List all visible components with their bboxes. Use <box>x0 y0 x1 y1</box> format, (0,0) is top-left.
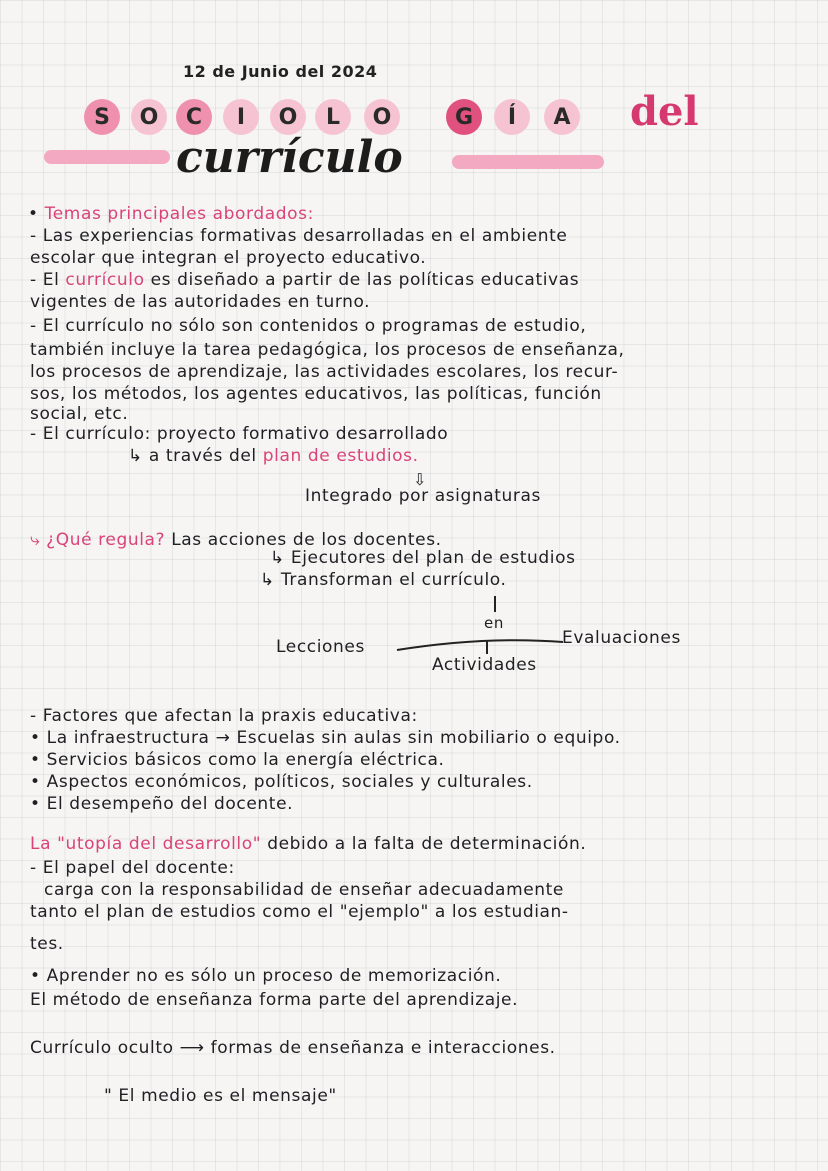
temas-line: - El currículo: proyecto formativo desarrollado <box>30 424 449 444</box>
utopia-text: carga con la responsabilidad de enseñar adecuadamente <box>44 880 564 900</box>
temas-line-part: a través del <box>148 446 257 466</box>
title-letter: L <box>315 99 351 135</box>
temas-line-part: - El <box>30 270 60 290</box>
temas-line-part: es diseñado a partir de las políticas educativas <box>150 270 580 290</box>
temas-heading: • Temas principales abordados: <box>28 204 314 224</box>
title-letter: S <box>84 99 120 135</box>
aprender-line: • Aprender no es sólo un proceso de memorización. <box>30 966 502 986</box>
aprender-line: El método de enseñanza forma parte del aprendizaje. <box>30 990 519 1010</box>
temas-line <box>30 270 579 290</box>
temas-line: - Las experiencias formativas desarrolladas en el ambiente <box>30 226 568 246</box>
integrado-text: Integrado por asignaturas <box>305 486 541 506</box>
tree-branch <box>395 628 565 658</box>
turn-arrow-icon: ↳ <box>260 570 275 590</box>
tree-lecciones: Lecciones <box>276 637 365 657</box>
utopia-line <box>30 834 586 854</box>
title-word-curriculo: currículo <box>176 132 403 183</box>
tree-evaluaciones: Evaluaciones <box>562 628 681 648</box>
title-letter: A <box>544 99 580 135</box>
temas-line: también incluye la tarea pedagógica, los procesos de enseñanza, <box>30 340 625 360</box>
turn-arrow-icon: ↳ <box>270 548 285 568</box>
tree-connector <box>494 596 496 612</box>
quote-text: " El medio es el mensaje" <box>104 1086 337 1106</box>
title-letter: G <box>446 99 482 135</box>
arrow-right-icon: → <box>215 728 231 748</box>
oculto-line <box>30 1038 556 1058</box>
title-word-del: del <box>630 88 699 135</box>
temas-line: sos, los métodos, los agentes educativos, las políticas, función <box>30 384 602 404</box>
temas-line: social, etc. <box>30 404 129 424</box>
factores-item: • El desempeño del docente. <box>30 794 294 814</box>
regula-answer: Las acciones de los docentes. <box>171 530 442 550</box>
temas-heading-text: Temas principales abordados: <box>44 204 314 224</box>
temas-line: los procesos de aprendizaje, las actividades escolares, los recur- <box>30 362 619 382</box>
regula-line <box>30 530 442 550</box>
utopia-rest: debido a la falta de determinación. <box>267 834 587 854</box>
regula-sub-text: Transforman el currículo. <box>280 570 507 590</box>
temas-line: vigentes de las autoridades en turno. <box>30 292 371 312</box>
tree-en-label: en <box>484 614 504 632</box>
factores-item <box>30 728 621 748</box>
title-letter: O <box>131 99 167 135</box>
utopia-text: tanto el plan de estudios como el "ejemplo" a los estudian- <box>30 902 569 922</box>
title-letter: O <box>270 99 306 135</box>
temas-line: - El currículo no sólo son contenidos o programas de estudio, <box>30 316 587 336</box>
turn-arrow-icon: ↳ <box>128 446 143 466</box>
wavy-arrow-icon: ⤷ <box>30 530 41 550</box>
factores-item: • Aspectos económicos, políticos, sociales y culturales. <box>30 772 533 792</box>
temas-line-curriculo: currículo <box>65 270 145 290</box>
long-arrow-icon: ⟶ <box>179 1038 205 1058</box>
temas-line: escolar que integran el proyecto educativo. <box>30 248 427 268</box>
regula-question: ¿Qué regula? <box>46 530 166 550</box>
oculto-rest: formas de enseñanza e interacciones. <box>210 1038 556 1058</box>
utopia-text: tes. <box>30 934 64 954</box>
date-label: 12 de Junio del 2024 <box>183 62 378 81</box>
title-letter: C <box>176 99 212 135</box>
factores-item-text: Escuelas sin aulas sin mobiliario o equipo. <box>236 728 621 748</box>
decorative-bar-left <box>44 150 170 164</box>
regula-sub-text: Ejecutores del plan de estudios <box>290 548 576 568</box>
regula-sub <box>270 548 576 568</box>
title-letter: Í <box>494 99 530 135</box>
down-arrow-icon: ⇩ <box>413 470 428 489</box>
utopia-phrase: La "utopía del desarrollo" <box>30 834 262 854</box>
title-letter: O <box>364 99 400 135</box>
title-letter: I <box>223 99 259 135</box>
factores-item: • Servicios básicos como la energía eléctrica. <box>30 750 445 770</box>
utopia-text: - El papel del docente: <box>30 858 235 878</box>
tree-actividades: Actividades <box>432 655 537 675</box>
oculto-label: Currículo oculto <box>30 1038 174 1058</box>
factores-item-text: • La infraestructura <box>30 728 210 748</box>
decorative-bar-right <box>452 155 604 169</box>
factores-heading: - Factores que afectan la praxis educativa: <box>30 706 418 726</box>
regula-sub <box>260 570 507 590</box>
temas-line <box>128 446 419 466</box>
plan-estudios-text: plan de estudios. <box>262 446 419 466</box>
